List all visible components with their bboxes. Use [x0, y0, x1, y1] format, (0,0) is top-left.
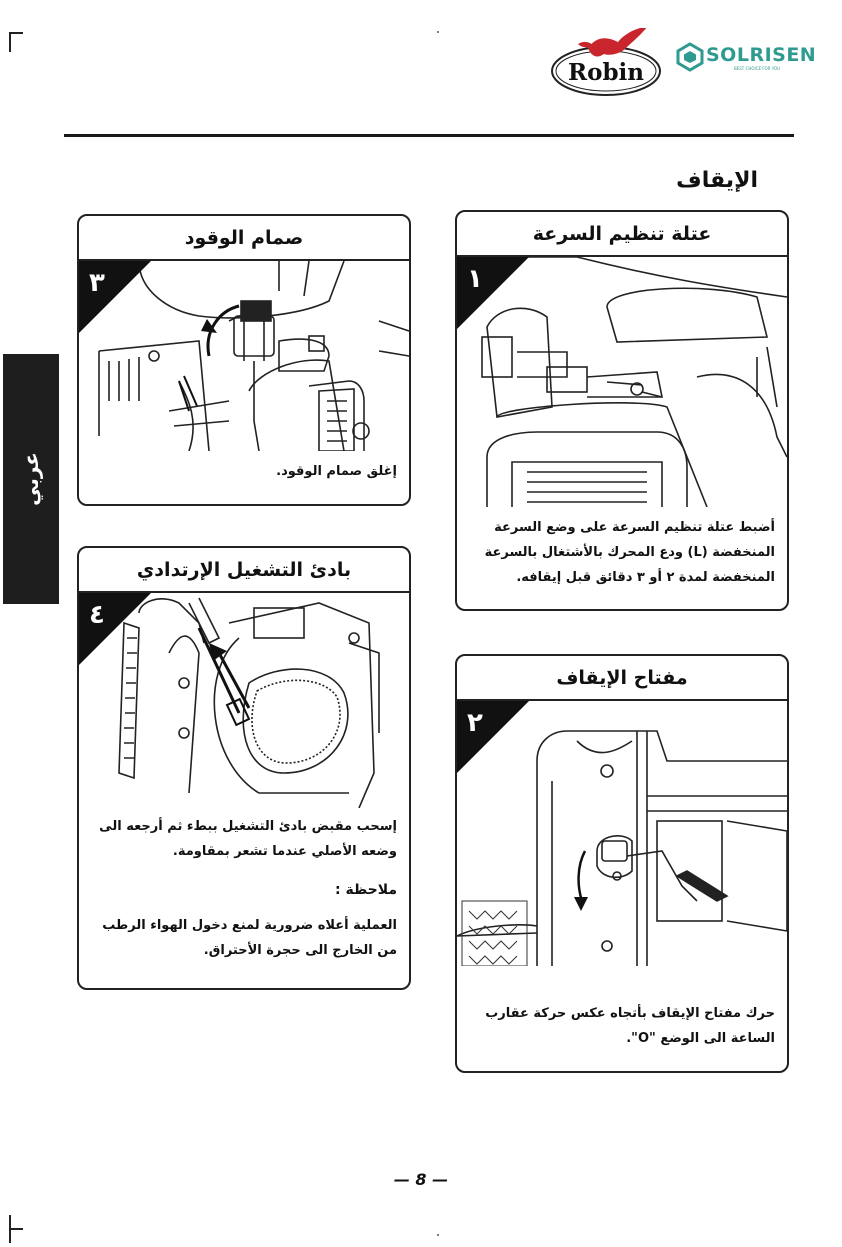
solrisen-emblem-icon: [676, 42, 704, 72]
header-rule: [64, 134, 794, 137]
panel-recoil-starter: [77, 546, 411, 990]
panel-title: بادئ التشغيل الإرتدادي: [79, 548, 409, 593]
crop-mark-top-left-v: [9, 32, 11, 52]
panel-title: صمام الوقود: [79, 216, 409, 261]
solrisen-tagline: BEST CHOICE FOR YOU: [734, 66, 781, 71]
panel-speed-lever: [455, 210, 789, 611]
note-text: العملية أعلاه ضرورية لمنع دخول الهواء الرطب من الخارج الى حجرة الأحتراق.: [102, 918, 397, 958]
robin-logo: [548, 28, 670, 98]
rotate-arrow-icon: [574, 897, 588, 911]
panel-instruction: إسحب مقبض بادئ التشغيل ببطء ثم أرجعه الى وضعه الأصلي عندما تشعر بمقاومة.: [99, 819, 397, 859]
solrisen-logo: [676, 42, 833, 82]
step-number: ٤: [89, 600, 105, 630]
step-number: ٢: [467, 708, 483, 738]
robin-logo-text: Robin: [568, 59, 644, 86]
panel-title: عتلة تنظيم السرعة: [457, 212, 787, 257]
crop-mark-bottom-left-h: [9, 1228, 23, 1230]
language-side-tab: [3, 354, 59, 604]
panel-instruction: أضبط عتلة تنظيم السرعة على وضع السرعة المنخفضة (L) ودع المحرك بالأشتغال بالسرعة المنخفضة لمدة ٢ أو ٣ دقائق قبل إيقافه.: [484, 520, 775, 585]
step-number: ٣: [89, 268, 105, 298]
panel-fuel-valve: [77, 214, 411, 506]
panel-instruction: حرك مفتاح الإيقاف بأتجاه عكس حركة عقارب الساعة الى الوضع "O".: [485, 1006, 775, 1046]
panel-stop-switch: [455, 654, 789, 1073]
side-tab-label: عربي: [19, 452, 43, 506]
solrisen-name: SOLRISEN: [706, 44, 817, 66]
note-heading: ملاحظة :: [335, 882, 397, 898]
crop-mark-top-left-h: [9, 32, 23, 34]
registration-dot: [437, 1234, 439, 1236]
page-title: الإيقاف: [676, 168, 758, 193]
header-logos: [548, 8, 833, 98]
registration-dot: [437, 31, 439, 33]
step-number: ١: [467, 264, 483, 294]
panel-instruction: إغلق صمام الوقود.: [276, 464, 397, 479]
page-number: — 8 —: [393, 1170, 449, 1189]
panel-title: مفتاح الإيقاف: [457, 656, 787, 701]
